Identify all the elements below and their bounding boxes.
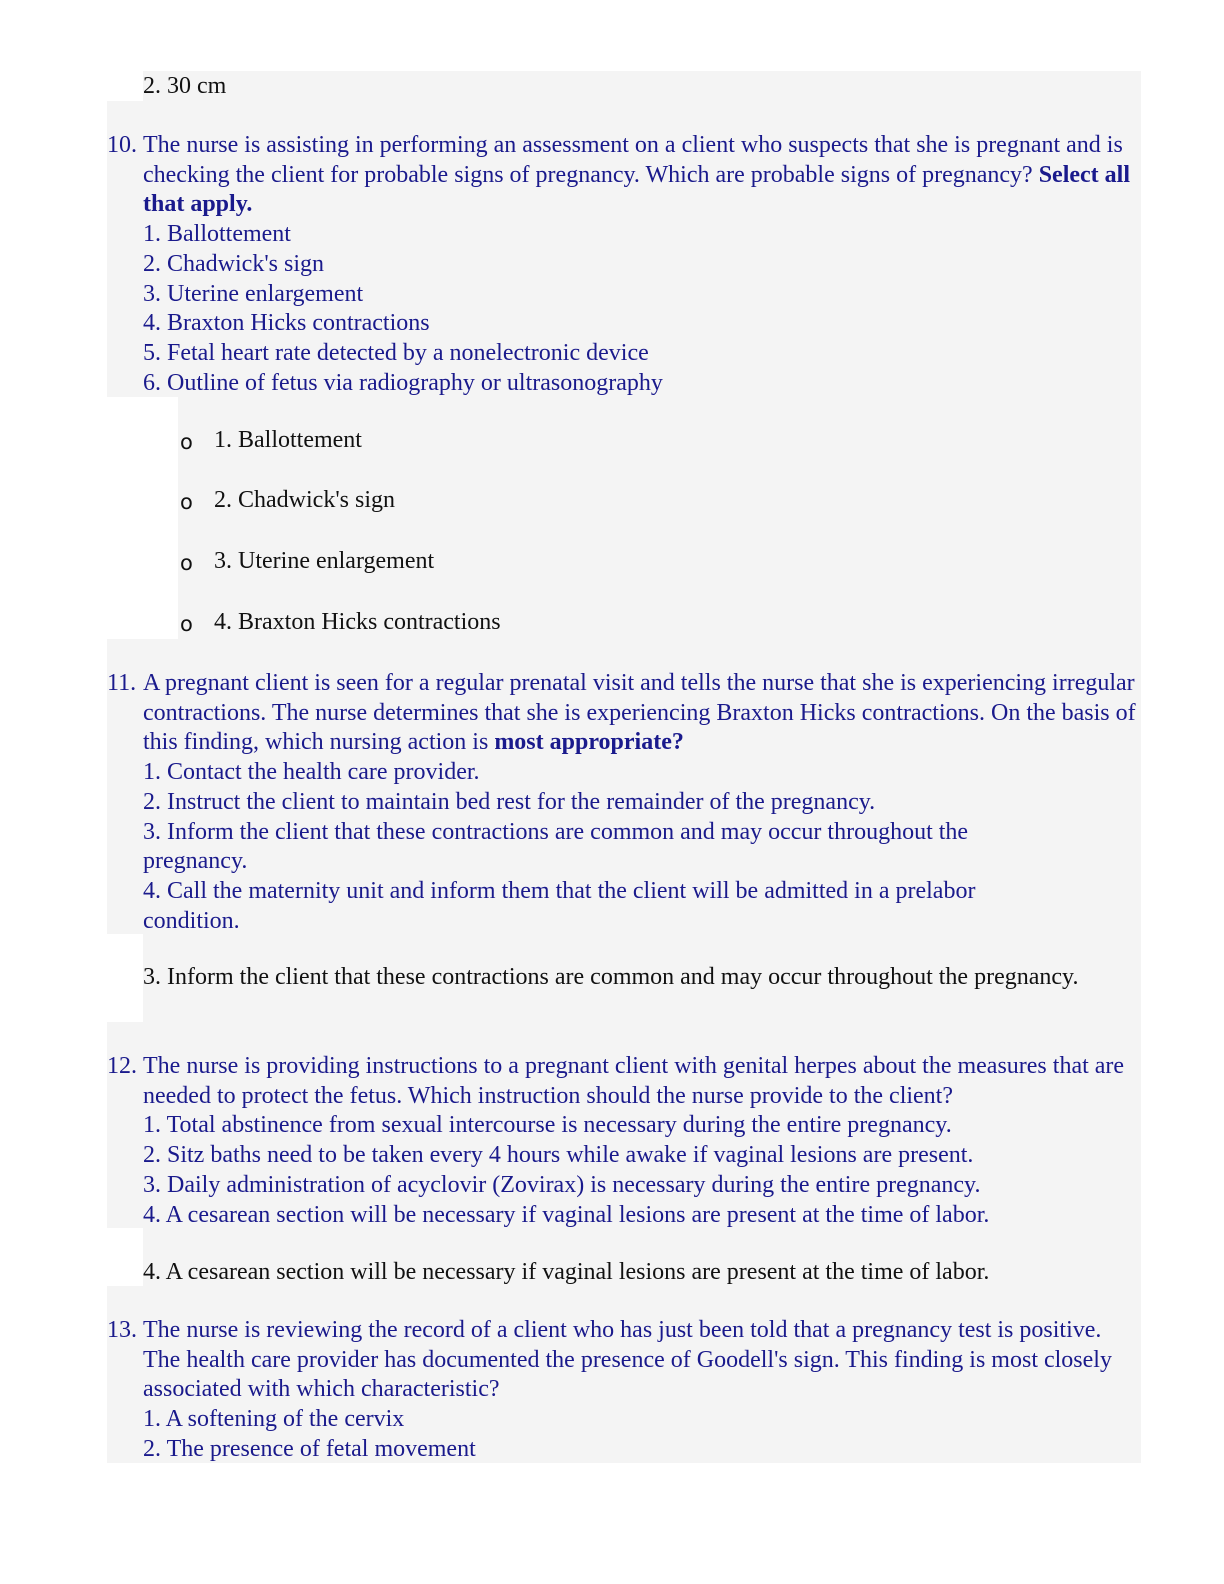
option: 3. Inform the client that these contractions are common and may occur throughout the pregnancy. bbox=[143, 818, 969, 875]
answer-item: 1. Ballottement bbox=[214, 427, 362, 453]
question-number: 12. bbox=[107, 1053, 137, 1079]
bullet-icon: o bbox=[180, 430, 193, 454]
option: 5. Fetal heart rate detected by a nonelectronic device bbox=[143, 339, 649, 366]
question-text: A pregnant client is seen for a regular prenatal visit and tells the nurse that she is experiencing irregular contractions. The nurse determines that she is experiencing Braxton Hicks contractions. On the basis of this finding, which nursing action is most appropriate? bbox=[143, 670, 1136, 756]
option: 2. Sitz baths need to be taken every 4 hours while awake if vaginal lesions are present. bbox=[143, 1142, 974, 1169]
option: 3. Daily administration of acyclovir (Zovirax) is necessary during the entire pregnancy. bbox=[143, 1171, 981, 1198]
question-13 bbox=[143, 1316, 1143, 1465]
question-text: The nurse is assisting in performing an assessment on a client who suspects that she is pregnant and is checking the client for probable signs of pregnancy. Which are probable signs of pregnancy? Select all that apply. bbox=[143, 132, 1130, 218]
question-11 bbox=[143, 669, 1143, 936]
option: 1. Ballottement bbox=[143, 221, 291, 248]
question-emphasis: most appropriate? bbox=[494, 729, 684, 756]
option: 2. Instruct the client to maintain bed rest for the remainder of the pregnancy. bbox=[143, 788, 876, 815]
option: 4. Braxton Hicks contractions bbox=[143, 310, 430, 337]
question-emphasis: Select all that apply. bbox=[143, 161, 1130, 218]
question-text: The nurse is reviewing the record of a client who has just been told that a pregnancy test is positive. The health care provider has documented the presence of Goodell's sign. This finding is most closely associated with which characteristic? bbox=[143, 1317, 1112, 1403]
question-10 bbox=[143, 131, 1143, 398]
question-number: 11. bbox=[107, 670, 137, 696]
answer-12: 4. A cesarean section will be necessary if vaginal lesions are present at the time of labor. bbox=[143, 1259, 990, 1285]
option: 2. Chadwick's sign bbox=[143, 250, 324, 277]
answer-item: 4. Braxton Hicks contractions bbox=[214, 609, 501, 635]
bullet-icon: o bbox=[180, 490, 193, 514]
answer-item: 2. Chadwick's sign bbox=[214, 487, 395, 513]
option: 3. Uterine enlargement bbox=[143, 280, 364, 307]
previous-answer: 2. 30 cm bbox=[143, 73, 227, 99]
option: 1. Contact the health care provider. bbox=[143, 759, 480, 786]
question-text: The nurse is providing instructions to a pregnant client with genital herpes about the measures that are needed to protect the fetus. Which instruction should the nurse provide to the client? bbox=[143, 1053, 1125, 1109]
answer-item: 3. Uterine enlargement bbox=[214, 548, 435, 574]
option: 1. Total abstinence from sexual intercourse is necessary during the entire pregnancy. bbox=[143, 1112, 952, 1139]
option: 4. Call the maternity unit and inform them that the client will be admitted in a prelabor condition. bbox=[143, 877, 976, 934]
bullet-icon: o bbox=[180, 551, 193, 575]
bullet-icon: o bbox=[180, 612, 193, 636]
option: 4. A cesarean section will be necessary if vaginal lesions are present at the time of labor. bbox=[143, 1201, 990, 1228]
option: 6. Outline of fetus via radiography or ultrasonography bbox=[143, 369, 663, 396]
answer-11: 3. Inform the client that these contractions are common and may occur throughout the pregnancy. bbox=[143, 964, 1079, 990]
question-12 bbox=[143, 1052, 1143, 1230]
question-number: 13. bbox=[107, 1317, 137, 1343]
option: 2. The presence of fetal movement bbox=[143, 1435, 476, 1462]
option: 1. A softening of the cervix bbox=[143, 1406, 405, 1433]
question-number: 10. bbox=[107, 132, 137, 158]
